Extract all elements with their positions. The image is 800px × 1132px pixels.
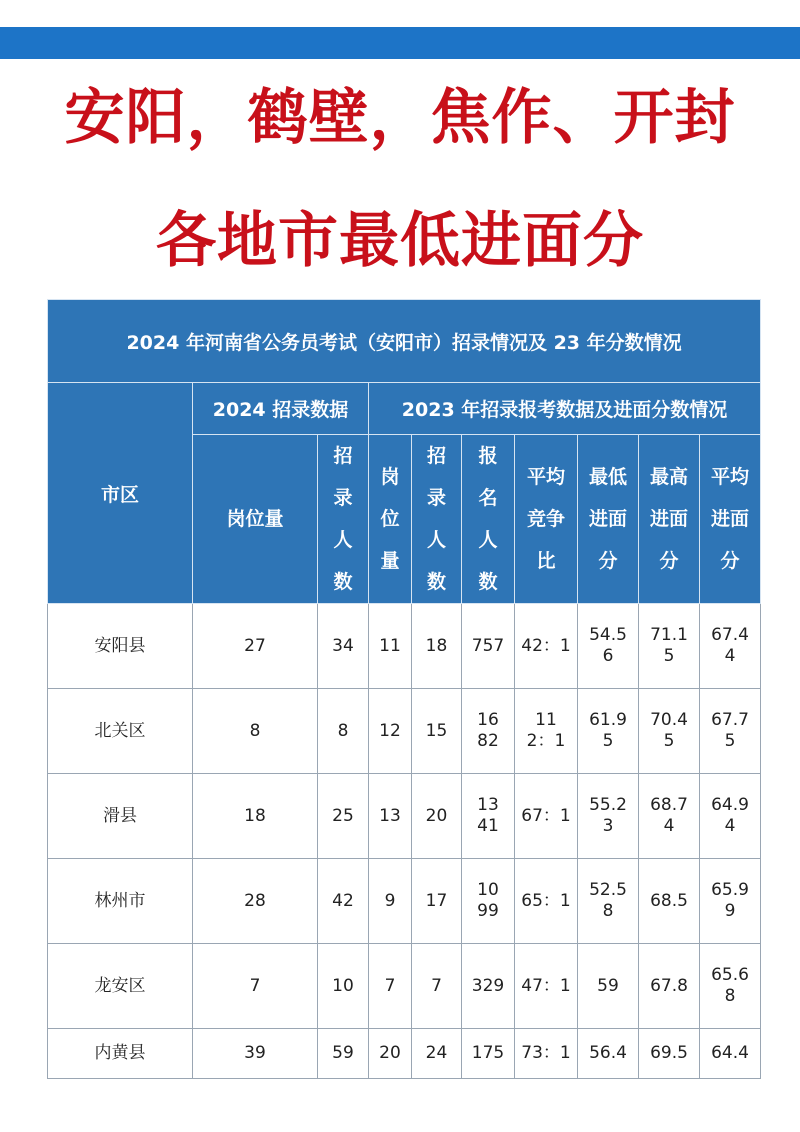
cell-city: 内黄县 [48,1029,193,1079]
cell-applicants: 1682 [462,689,515,774]
cell-avg-score: 67.44 [700,604,761,689]
cell-max-score: 67.8 [639,944,700,1029]
cell-posts-2023: 12 [369,689,412,774]
cell-hires-2024: 42 [318,859,369,944]
cell-min-score: 55.23 [578,774,639,859]
cell-avg-score: 64.4 [700,1029,761,1079]
table-row [48,604,761,689]
table-row [48,859,761,944]
cell-posts-2023: 11 [369,604,412,689]
cell-max-score: 68.74 [639,774,700,859]
cell-ratio: 67：1 [515,774,578,859]
cell-posts-2024: 27 [193,604,318,689]
city-column-header: 市区 [48,383,193,604]
cell-posts-2023: 13 [369,774,412,859]
cell-hires-2024: 59 [318,1029,369,1079]
col-header-min-score: 最低进面分 [578,435,639,604]
cell-city: 龙安区 [48,944,193,1029]
cell-hires-2024: 10 [318,944,369,1029]
table-row [48,689,761,774]
cell-max-score: 71.15 [639,604,700,689]
cell-ratio: 42：1 [515,604,578,689]
cell-ratio: 112：1 [515,689,578,774]
cell-min-score: 56.4 [578,1029,639,1079]
cell-hires-2023: 15 [412,689,462,774]
cell-avg-score: 64.94 [700,774,761,859]
cell-posts-2023: 7 [369,944,412,1029]
group-header-2024: 2024 招录数据 [193,383,369,435]
cell-hires-2023: 17 [412,859,462,944]
table-row [48,774,761,859]
cell-posts-2024: 28 [193,859,318,944]
cell-min-score: 54.56 [578,604,639,689]
cell-min-score: 52.58 [578,859,639,944]
cell-min-score: 59 [578,944,639,1029]
cell-hires-2023: 24 [412,1029,462,1079]
cell-posts-2023: 9 [369,859,412,944]
cell-avg-score: 67.75 [700,689,761,774]
cell-applicants: 329 [462,944,515,1029]
cell-applicants: 757 [462,604,515,689]
cell-city: 滑县 [48,774,193,859]
cell-avg-score: 65.99 [700,859,761,944]
cell-hires-2023: 20 [412,774,462,859]
cell-city: 林州市 [48,859,193,944]
cell-posts-2024: 18 [193,774,318,859]
cell-city: 北关区 [48,689,193,774]
cell-posts-2024: 7 [193,944,318,1029]
cell-hires-2023: 18 [412,604,462,689]
col-header-applicants-2023: 报名人数 [462,435,515,604]
cell-hires-2024: 34 [318,604,369,689]
cell-avg-score: 65.68 [700,944,761,1029]
col-header-hires-2023: 招录人数 [412,435,462,604]
table-caption: 2024 年河南省公务员考试（安阳市）招录情况及 23 年分数情况 [48,300,761,383]
cell-max-score: 68.5 [639,859,700,944]
cell-max-score: 70.45 [639,689,700,774]
col-header-posts-2024: 岗位量 [193,435,318,604]
cell-city: 安阳县 [48,604,193,689]
col-header-posts-2023: 岗位量 [369,435,412,604]
cell-applicants: 1341 [462,774,515,859]
table-row [48,944,761,1029]
page-title-line-1: 安阳，鹤壁，焦作、开封 [64,83,736,153]
cell-hires-2024: 8 [318,689,369,774]
recruitment-score-table [47,299,761,1079]
cell-posts-2024: 8 [193,689,318,774]
page-title-line-2: 各地市最低进面分 [156,206,644,276]
cell-applicants: 1099 [462,859,515,944]
col-header-hires-2024: 招录人数 [318,435,369,604]
cell-ratio: 65：1 [515,859,578,944]
cell-max-score: 69.5 [639,1029,700,1079]
cell-applicants: 175 [462,1029,515,1079]
cell-hires-2023: 7 [412,944,462,1029]
cell-ratio: 73：1 [515,1029,578,1079]
top-color-bar [0,27,800,59]
col-header-avg-score: 平均进面分 [700,435,761,604]
cell-posts-2023: 20 [369,1029,412,1079]
col-header-max-score: 最高进面分 [639,435,700,604]
group-header-2023: 2023 年招录报考数据及进面分数情况 [369,383,761,435]
col-header-competition-ratio: 平均竞争比 [515,435,578,604]
cell-min-score: 61.95 [578,689,639,774]
cell-ratio: 47：1 [515,944,578,1029]
cell-hires-2024: 25 [318,774,369,859]
table-row [48,1029,761,1079]
cell-posts-2024: 39 [193,1029,318,1079]
